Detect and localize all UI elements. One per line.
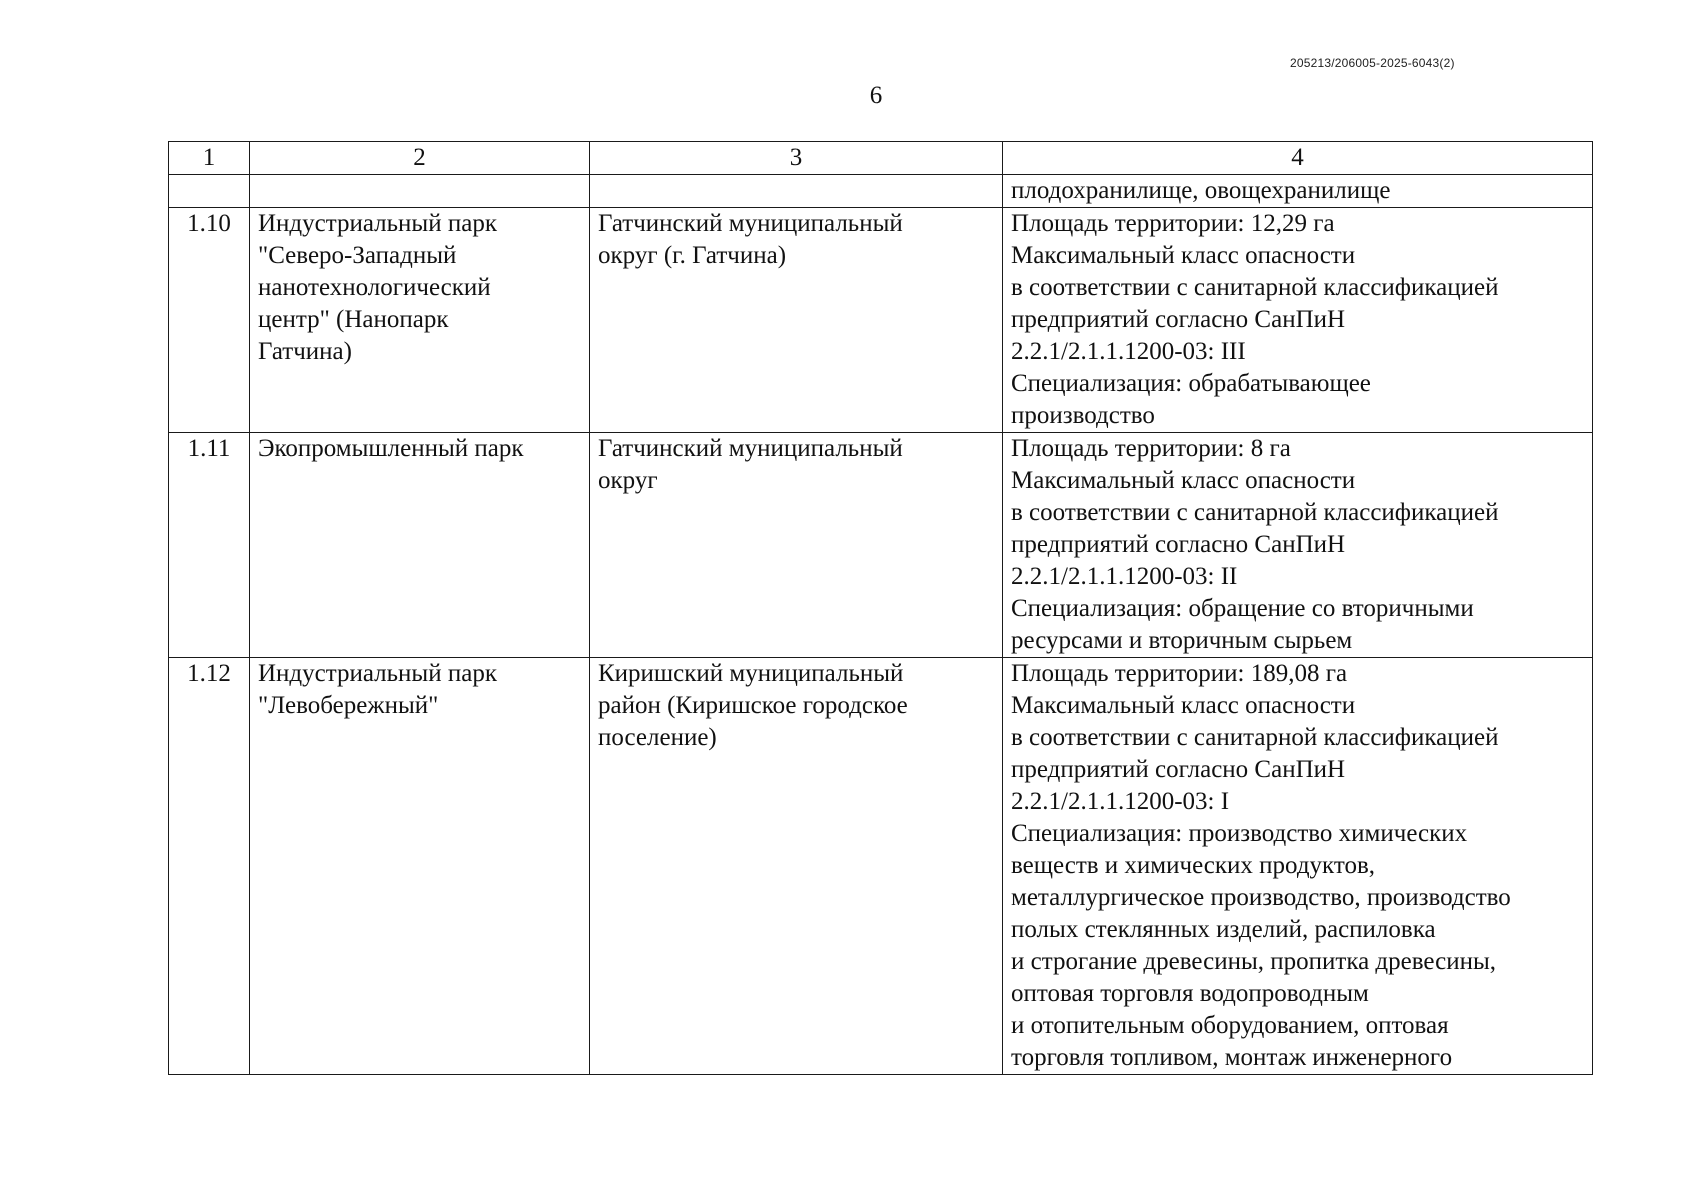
cell-line: Специализация: производство химических [1011,820,1468,847]
row-number: 1.12 [169,658,250,1075]
cell-line: Киришский муниципальный [598,660,904,687]
cell-line: округ [598,467,658,494]
cell-line: Гатчина) [258,338,352,365]
cell-line: поселение) [598,724,717,751]
document-id: 205213/206005-2025-6043(2) [1290,56,1455,70]
cell-line: район (Киришское городское [598,692,908,719]
cell-line: Специализация: обращение со вторичными [1011,595,1474,622]
cell-line: Максимальный класс опасности [1011,692,1356,719]
location-cell [590,208,1003,433]
location-cell [590,658,1003,1075]
location-cell [590,433,1003,658]
table-row [169,433,1593,658]
cell-line: предприятий согласно СанПиН [1011,306,1346,333]
cell-line: Экопромышленный парк [258,435,524,462]
continuation-row [169,175,1593,208]
cell-line: Площадь территории: 8 га [1011,435,1291,462]
details-cell [1003,658,1593,1075]
page-number: 6 [869,82,883,109]
cell-line: Гатчинский муниципальный [598,435,903,462]
cell-line: плодохранилище, овощехранилище [1011,177,1391,204]
cell-line: Специализация: обрабатывающее [1011,370,1371,397]
cell-line: предприятий согласно СанПиН [1011,531,1346,558]
park-name-cell [250,433,590,658]
cell-line: оптовая торговля водопроводным [1011,980,1369,1007]
cell-line: в соответствии с санитарной классификацией [1011,724,1499,751]
cell-line: торговля топливом, монтаж инженерного [1011,1044,1453,1071]
cell-line: "Левобережный" [258,692,439,719]
cell-line: предприятий согласно СанПиН [1011,756,1346,783]
cell-line: Максимальный класс опасности [1011,242,1356,269]
cell-line: в соответствии с санитарной классификацией [1011,274,1499,301]
column-header-2: 2 [250,142,590,175]
cell-line: Площадь территории: 189,08 га [1011,660,1348,687]
continuation-cell-3 [590,175,1003,208]
cell-line: Максимальный класс опасности [1011,467,1356,494]
cell-line: и строгание древесины, пропитка древесины, [1011,948,1497,975]
details-cell [1003,433,1593,658]
cell-line: ресурсами и вторичным сырьем [1011,627,1353,654]
continuation-cell-2 [250,175,590,208]
cell-line: Площадь территории: 12,29 га [1011,210,1335,237]
cell-line: Индустриальный парк [258,210,497,237]
details-cell [1003,208,1593,433]
column-header-1: 1 [169,142,250,175]
cell-line: в соответствии с санитарной классификацией [1011,499,1499,526]
cell-line: и отопительным оборудованием, оптовая [1011,1012,1449,1039]
column-header-4: 4 [1003,142,1593,175]
cell-line: Индустриальный парк [258,660,497,687]
table-header-row [169,142,1593,175]
park-name-cell [250,658,590,1075]
cell-line: "Северо-Западный [258,242,457,269]
cell-line: производство [1011,402,1155,429]
industrial-parks-table [168,141,1593,1075]
park-name-cell [250,208,590,433]
table-row [169,208,1593,433]
table-row [169,658,1593,1075]
continuation-cell-4 [1003,175,1593,208]
cell-line: центр" (Нанопарк [258,306,449,333]
cell-line: 2.2.1/2.1.1.1200-03: III [1011,338,1246,365]
cell-line: 2.2.1/2.1.1.1200-03: II [1011,563,1238,590]
cell-line: полых стеклянных изделий, распиловка [1011,916,1436,943]
cell-line: 2.2.1/2.1.1.1200-03: I [1011,788,1230,815]
cell-line: округ (г. Гатчина) [598,242,787,269]
row-number: 1.10 [169,208,250,433]
cell-line: нанотехнологический [258,274,491,301]
row-number: 1.11 [169,433,250,658]
continuation-cell-1 [169,175,250,208]
cell-line: металлургическое производство, производство [1011,884,1511,911]
column-header-3: 3 [590,142,1003,175]
cell-line: Гатчинский муниципальный [598,210,903,237]
cell-line: веществ и химических продуктов, [1011,852,1376,879]
